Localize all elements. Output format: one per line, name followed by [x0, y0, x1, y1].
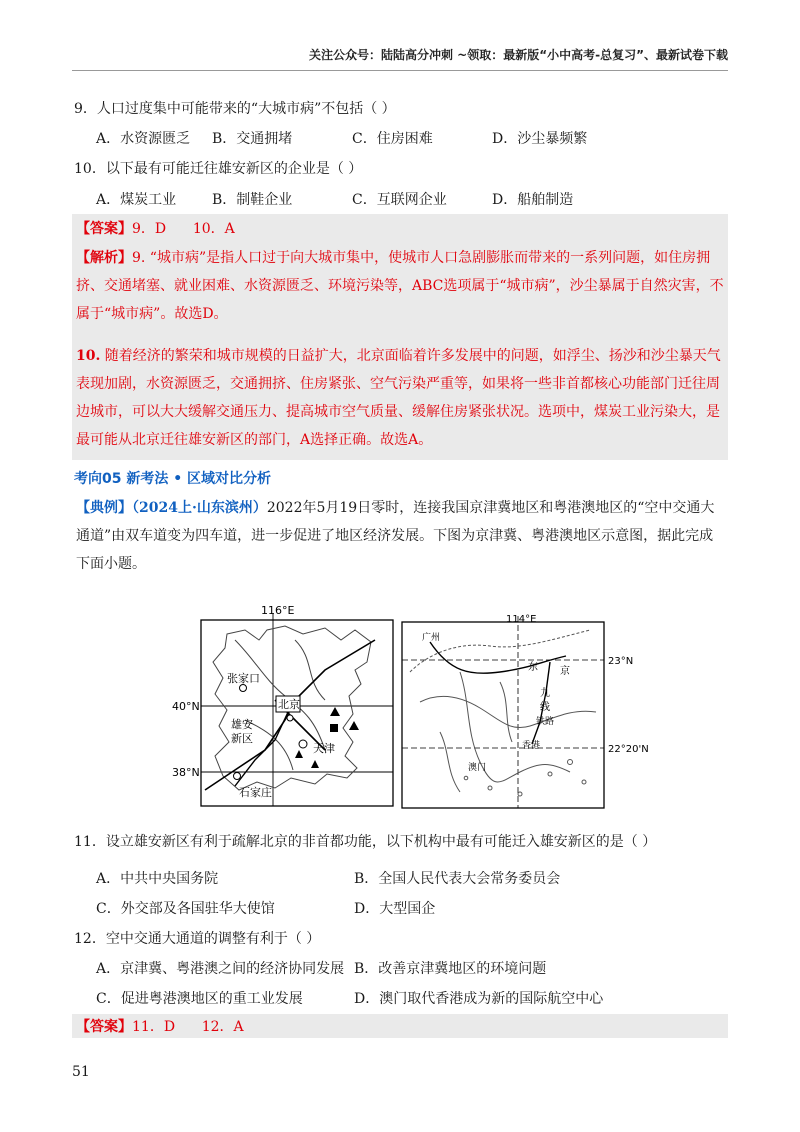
q12-option-b: B．改善京津冀地区的环境问题 [354, 961, 547, 977]
example-source: （2024上·山东滨州） [132, 500, 267, 516]
q9-option-b: B．交通拥堵 [212, 131, 293, 147]
q12-option-d: D．澳门取代香港成为新的国际航空中心 [354, 991, 604, 1007]
example-text: 2022年5月19日零时，连接我国京津冀地区和粤港澳地区的“空中交通大通道”由双车道变为四车道，进一步促进了地区经济发展。下图为京津冀、粤港澳地区示意图，据此完成下面小题。 [76, 500, 715, 572]
answer-2-text: 11．D 12．A [132, 1019, 244, 1035]
q10-option-d: D．船舶制造 [492, 192, 574, 208]
q9-option-a: A．水资源匮乏 [96, 131, 191, 147]
q11-option-b: B．全国人民代表大会常务委员会 [354, 871, 561, 887]
map-right-label-jing: 京 [560, 666, 570, 677]
map-left-lat-40: 40°N [172, 700, 200, 713]
map-right-label-xian: 线 [540, 702, 550, 713]
answer-tag: 【答案】 [76, 221, 132, 237]
map-right-label-aomen: 澳门 [468, 763, 487, 773]
q12-option-c: C．促进粤港澳地区的重工业发展 [96, 991, 303, 1007]
map-right-lat-2220: 22°20'N [608, 744, 649, 755]
answer-2-tag: 【答案】 [76, 1019, 132, 1035]
map-right-label-jiu: 九 [540, 688, 550, 699]
answer-text: 9．D 10．A [132, 221, 235, 237]
map-right-label-tielu: 铁路 [536, 717, 555, 727]
explanation-10 [76, 342, 726, 454]
page-number: 51 [72, 1064, 90, 1080]
example-intro [76, 494, 726, 578]
q10-option-c: C．互联网企业 [352, 192, 447, 208]
map-guangdong-hk-macao [400, 612, 650, 808]
map-right-label-guangzhou: 广州 [422, 633, 441, 643]
map-right-lon: 114°E [506, 614, 537, 625]
explanation-9-text: 9. “城市病”是指人口过于向大城市集中，使城市人口急剧膨胀而带来的一系列问题，如住房拥挤、交通堵塞、就业困难、水资源匮乏、环境污染等，ABC选项属于“城市病”，沙尘暴属于自然灾害，不属于“城市病”。故选D。 [76, 250, 724, 322]
example-tag: 【典例】 [76, 500, 132, 516]
explanation-10-text: 随着经济的繁荣和城市规模的日益扩大，北京面临着许多发展中的问题，如浮尘、扬沙和沙尘暴天气表现加剧，水资源匮乏，交通拥挤、住房紧张、空气污染严重等，如果将一些非首都核心功能部门迁往周边城市，可以大大缓解交通压力、提高城市空气质量、缓解住房紧张状况。选项中，煤炭工业污染大，是最可能从北京迁往雄安新区的部门，A选择正确。故选A。 [76, 348, 721, 448]
q9-option-c: C．住房困难 [352, 131, 433, 147]
map-left-city-beijing: 北京 [278, 698, 300, 711]
answer-2 [76, 1016, 244, 1036]
q12-option-a: A．京津冀、粤港澳之间的经济协同发展 [96, 961, 345, 977]
answer-1 [76, 218, 235, 238]
explanation-tag: 【解析】 [76, 250, 132, 266]
q11-option-a: A．中共中央国务院 [96, 871, 219, 887]
explanation-9 [76, 244, 726, 328]
question-9-stem: 9．人口过度集中可能带来的“大城市病”不包括（ ） [74, 101, 396, 117]
q10-option-b: B．制鞋企业 [212, 192, 293, 208]
explanation-10-number: 10. [76, 348, 101, 364]
question-12-stem: 12．空中交通大通道的调整有利于（ ） [74, 931, 321, 947]
map-left-lat-38: 38°N [172, 766, 200, 779]
map-left-lon: 116°E [261, 604, 295, 617]
section-title: 考向05 新考法 • 区域对比分析 [74, 471, 272, 487]
map-left-city-zhangjiakou: 张家口 [227, 672, 260, 685]
question-11-stem: 11．设立雄安新区有利于疏解北京的非首都功能，以下机构中最有可能迁入雄安新区的是（ ） [74, 834, 657, 850]
map-right-lat-23: 23°N [608, 656, 634, 667]
map-right-label-xianggang: 香港 [522, 741, 541, 751]
header-divider [72, 70, 728, 71]
map-left-city-xinqu: 新区 [231, 732, 253, 745]
map-left-city-xiongan: 雄安 [231, 718, 253, 731]
map-right-label-dong: 东 [528, 662, 538, 673]
q11-option-c: C．外交部及各国驻华大使馆 [96, 901, 275, 917]
q11-option-d: D．大型国企 [354, 901, 436, 917]
map-left-city-shijiazhuang: 石家庄 [239, 786, 272, 799]
q9-option-d: D．沙尘暴频繁 [492, 131, 588, 147]
question-10-stem: 10．以下最有可能迁往雄安新区的企业是（ ） [74, 161, 363, 177]
map-jingjinji [172, 600, 397, 810]
page-header: 关注公众号：陆陆高分冲刺 ~领取：最新版“小中高考-总复习”、最新试卷下载 [309, 48, 728, 62]
map-left-city-tianjin: 天津 [313, 742, 335, 755]
q10-option-a: A．煤炭工业 [96, 192, 177, 208]
